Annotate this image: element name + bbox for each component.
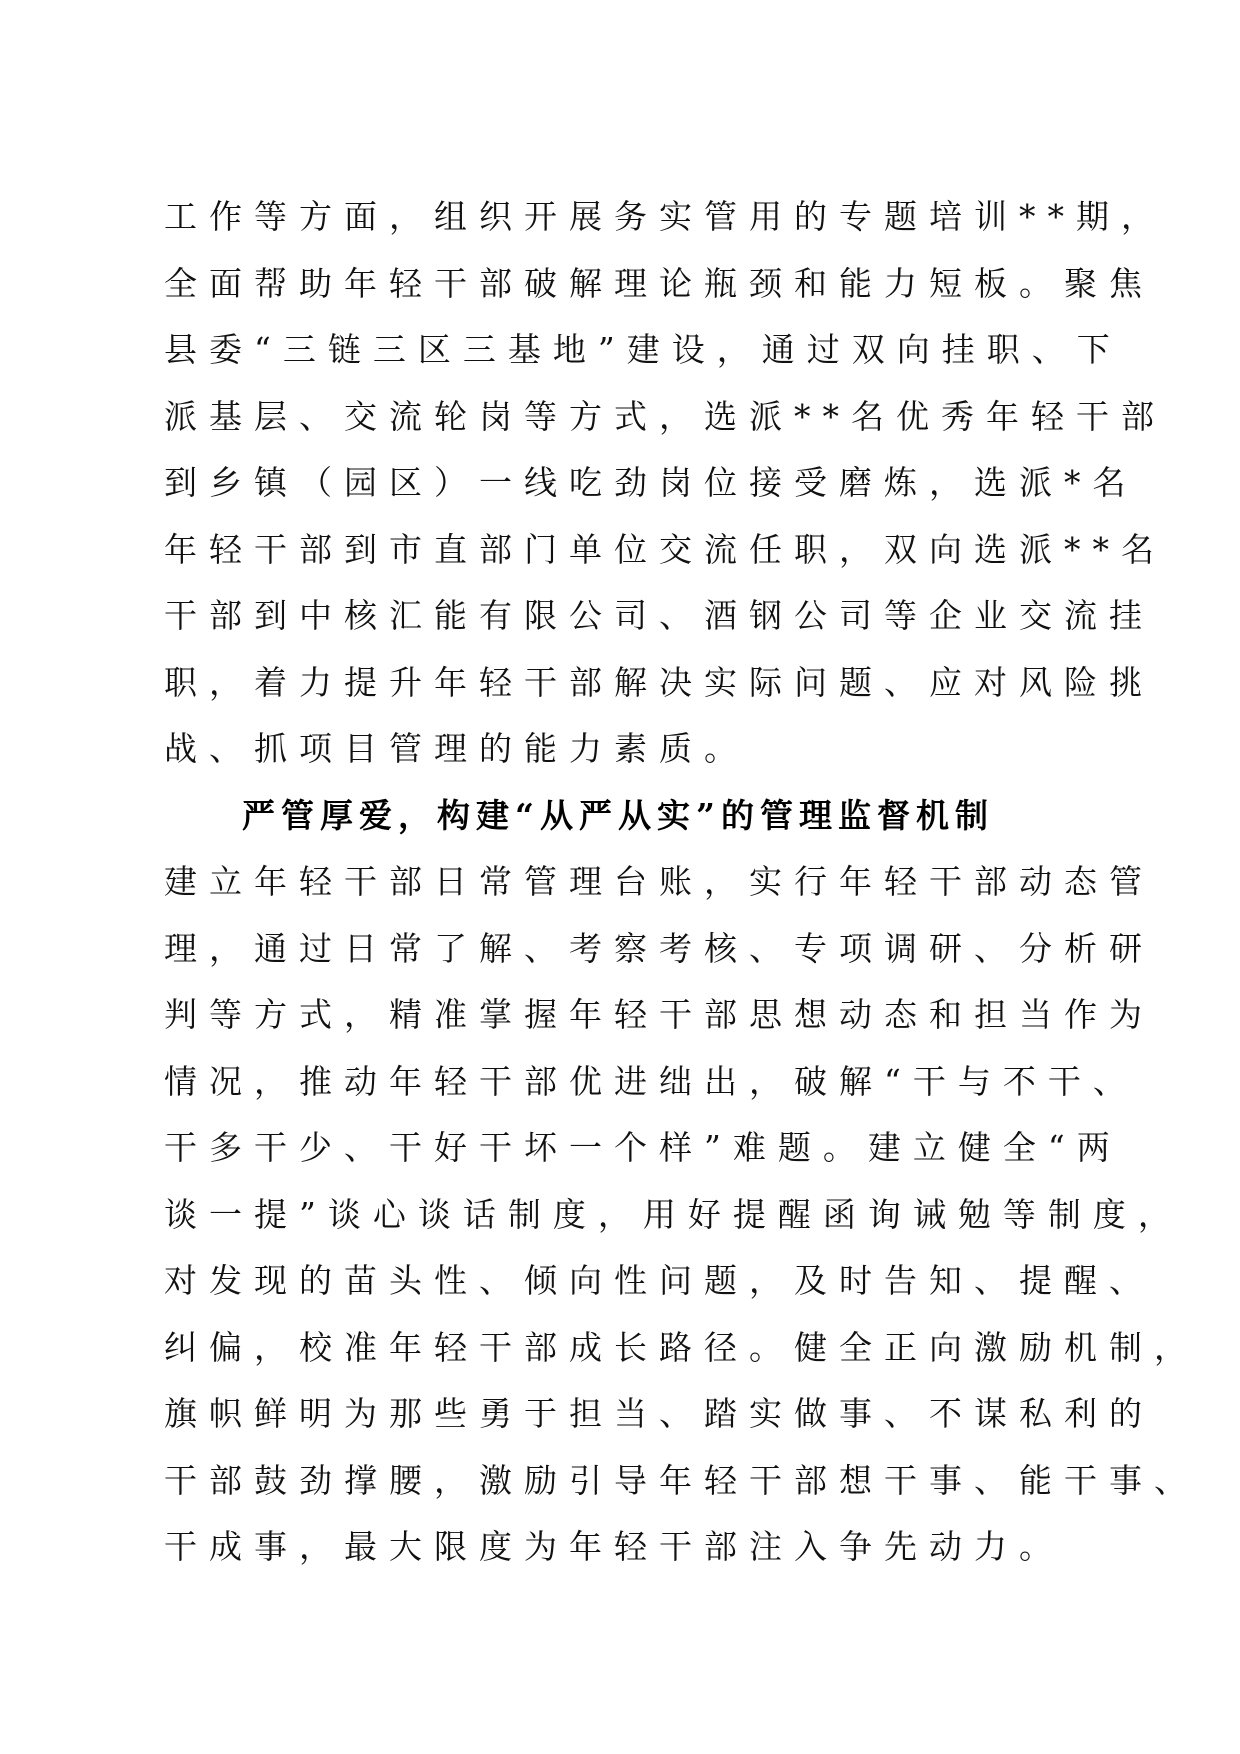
paragraph-line: 县委“三链三区三基地”建设，通过双向挂职、下 — [164, 330, 1122, 369]
paragraph-line: 旗帜鲜明为那些勇于担当、踏实做事、不谋私利的 — [164, 1394, 1154, 1433]
paragraph-line: 理，通过日常了解、考察考核、专项调研、分析研 — [164, 928, 1154, 968]
paragraph-line: 全面帮助年轻干部破解理论瓶颈和能力短板。聚焦 — [164, 263, 1154, 303]
paragraph-line: 到乡镇（园区）一线吃劲岗位接受磨炼，选派*名 — [164, 463, 1138, 502]
paragraph-line: 派基层、交流轮岗等方式，选派**名优秀年轻干部 — [164, 396, 1166, 436]
paragraph-line: 情况，推动年轻干部优进绌出，破解“干与不干、 — [164, 1061, 1138, 1101]
paragraph-line: 对发现的苗头性、倾向性问题，及时告知、提醒、 — [164, 1261, 1154, 1300]
document-body — [164, 184, 1199, 1581]
paragraph-line: 职，着力提升年轻干部解决实际问题、应对风险挑 — [164, 662, 1154, 702]
paragraph-line: 干部到中核汇能有限公司、酒钢公司等企业交流挂 — [164, 596, 1154, 635]
paragraph-line: 年轻干部到市直部门单位交流任职，双向选派**名 — [164, 529, 1166, 569]
paragraph-line: 谈一提”谈心谈话制度，用好提醒函询诫勉等制度， — [164, 1194, 1183, 1234]
paragraph-line: 纠偏，校准年轻干部成长路径。健全正向激励机制， — [164, 1327, 1199, 1367]
paragraph-line: 建立年轻干部日常管理台账，实行年轻干部动态管 — [164, 862, 1154, 901]
section-heading: 严管厚爱，构建“从严从实”的管理监督机制 — [242, 795, 994, 835]
paragraph-line: 干多干少、干好干坏一个样”难题。建立健全“两 — [164, 1128, 1122, 1167]
paragraph-line: 判等方式，精准掌握年轻干部思想动态和担当作为 — [164, 995, 1154, 1034]
paragraph-line: 工作等方面，组织开展务实管用的专题培训**期， — [164, 197, 1166, 236]
paragraph-line: 干成事，最大限度为年轻干部注入争先动力。 — [164, 1527, 1064, 1566]
paragraph-line: 战、抓项目管理的能力素质。 — [164, 729, 749, 768]
paragraph-line: 干部鼓劲撑腰，激励引导年轻干部想干事、能干事、 — [164, 1460, 1199, 1500]
